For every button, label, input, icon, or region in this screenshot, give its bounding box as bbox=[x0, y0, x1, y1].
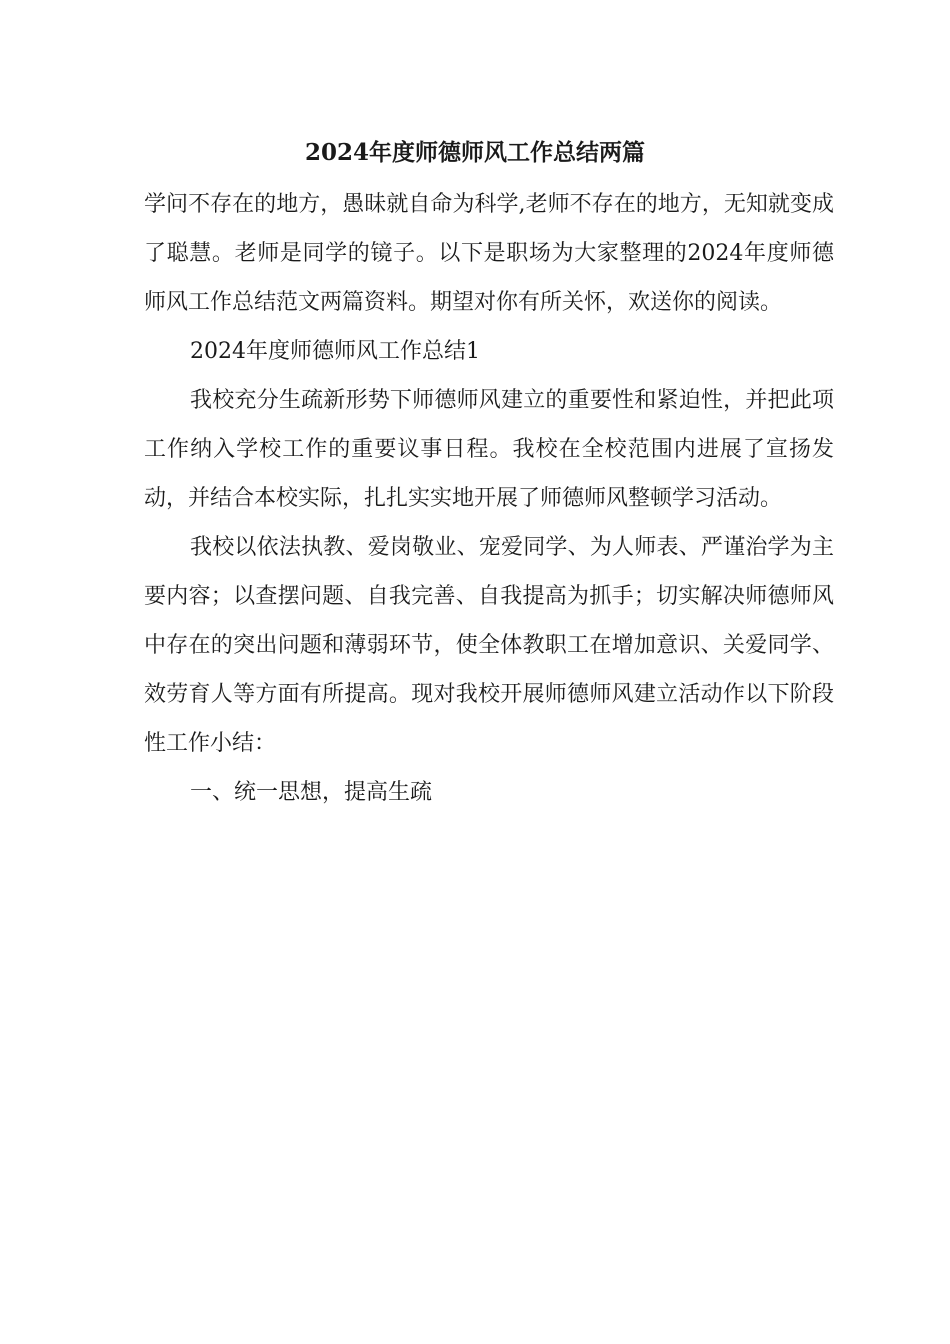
document-body bbox=[144, 180, 834, 817]
section-heading-1: 2024年度师德师风工作总结1 bbox=[190, 339, 480, 364]
body-paragraph-2: 我校以依法执教、爱岗敬业、宠爱同学、为人师表、严谨治学为主要内容；以查摆问题、自我完善、自我提高为抓手；切实解决师德师风中存在的突出问题和薄弱环节，使全体教职工在增加意识、关爱同学、效劳育人等方面有所提高。现对我校开展师德师风建立活动作以下阶段性工作小结： bbox=[144, 535, 834, 756]
subheading-1: 一、统一思想，提高生疏 bbox=[190, 780, 433, 805]
intro-paragraph: 学问不存在的地方，愚昧就自命为科学,老师不存在的地方，无知就变成了聪慧。老师是同学的镜子。以下是职场为大家整理的2024年度师德师风工作总结范文两篇资料。期望对你有所关怀，欢送你的阅读。 bbox=[144, 192, 834, 315]
body-paragraph-1: 我校充分生疏新形势下师德师风建立的重要性和紧迫性，并把此项工作纳入学校工作的重要议事日程。我校在全校范围内进展了宣扬发动，并结合本校实际，扎扎实实地开展了师德师风整顿学习活动。 bbox=[144, 388, 834, 511]
document-title: 2024年度师德师风工作总结两篇 bbox=[304, 139, 645, 166]
